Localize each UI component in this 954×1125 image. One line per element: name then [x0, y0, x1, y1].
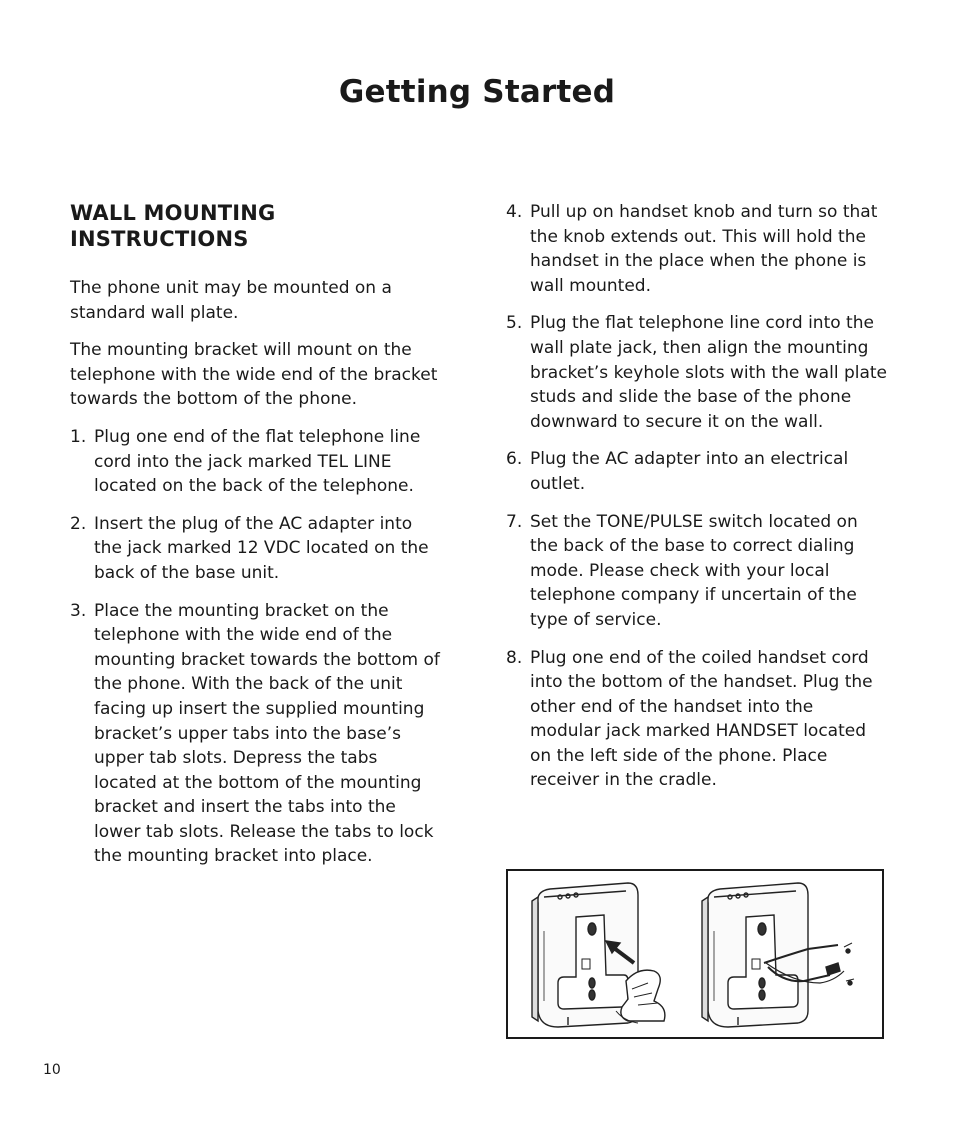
section-heading: WALL MOUNTING INSTRUCTIONS	[70, 201, 276, 251]
step-item	[70, 512, 442, 586]
steps-list-left	[70, 425, 442, 869]
step-item	[506, 311, 888, 434]
right-column	[506, 200, 888, 806]
step-text: Pull up on handset knob and turn so that the knob extends out. This will hold the handset in the place when the phone is wall mounted.	[530, 202, 878, 296]
page-number: 10	[43, 1062, 61, 1078]
step-number: 4.	[506, 202, 523, 222]
step-item	[70, 599, 442, 870]
step-number: 5.	[506, 313, 523, 334]
illustration-svg	[508, 871, 882, 1037]
step-item	[70, 425, 442, 499]
step-item	[506, 510, 888, 633]
step-item	[506, 447, 888, 496]
step-text: Plug the AC adapter into an electrical outlet.	[530, 449, 849, 494]
step-text: Set the TONE/PULSE switch located on the back of the base to correct dialing mode. Please check with your local telephone company if uncertain of the type of service.	[530, 511, 858, 630]
intro-paragraph: The phone unit may be mounted on a standard wall plate.	[70, 278, 392, 323]
step-text: Insert the plug of the AC adapter into the jack marked 12 VDC located on the back of the base unit.	[94, 513, 429, 583]
step-text: Plug one end of the coiled handset cord into the bottom of the handset. Plug the other end of the handset into the modular jack marked HANDSET located on the left side of the phone. Place receiver in the cradle.	[530, 647, 873, 791]
step-item	[506, 200, 888, 298]
wall-mount-illustration	[506, 869, 884, 1039]
steps-list-right	[506, 200, 888, 793]
left-column	[70, 200, 442, 882]
step-number: 1.	[70, 426, 87, 447]
step-text: Place the mounting bracket on the telephone with the wide end of the mounting bracket towards the bottom of the phone. With the back of the unit facing up insert the supplied mounting bracket’s upper tabs into the base’s upper tab slots. Depress the tabs located at the bottom of the mounting bracket and insert the tabs into the lower tab slots. Release the tabs to lock the mounting bracket into place.	[94, 600, 440, 867]
step-number: 8.	[506, 647, 523, 668]
step-item	[506, 646, 888, 794]
step-text: Plug the flat telephone line cord into the wall plate jack, then align the mounting bracket’s keyhole slots with the wall plate studs and slide the base of the phone downward to secure it on the wall.	[530, 313, 887, 432]
step-text: Plug one end of the flat telephone line cord into the jack marked TEL LINE located on the back of the telephone.	[94, 426, 421, 497]
step-number: 7.	[506, 511, 523, 532]
bracket-paragraph: The mounting bracket will mount on the telephone with the wide end of the bracket towards the bottom of the phone.	[70, 340, 438, 410]
step-number: 2.	[70, 513, 87, 534]
step-number: 3.	[70, 600, 87, 621]
phone-back-cords-icon	[702, 883, 854, 1027]
step-number: 6.	[506, 449, 523, 470]
page-title: Getting Started	[338, 74, 616, 110]
